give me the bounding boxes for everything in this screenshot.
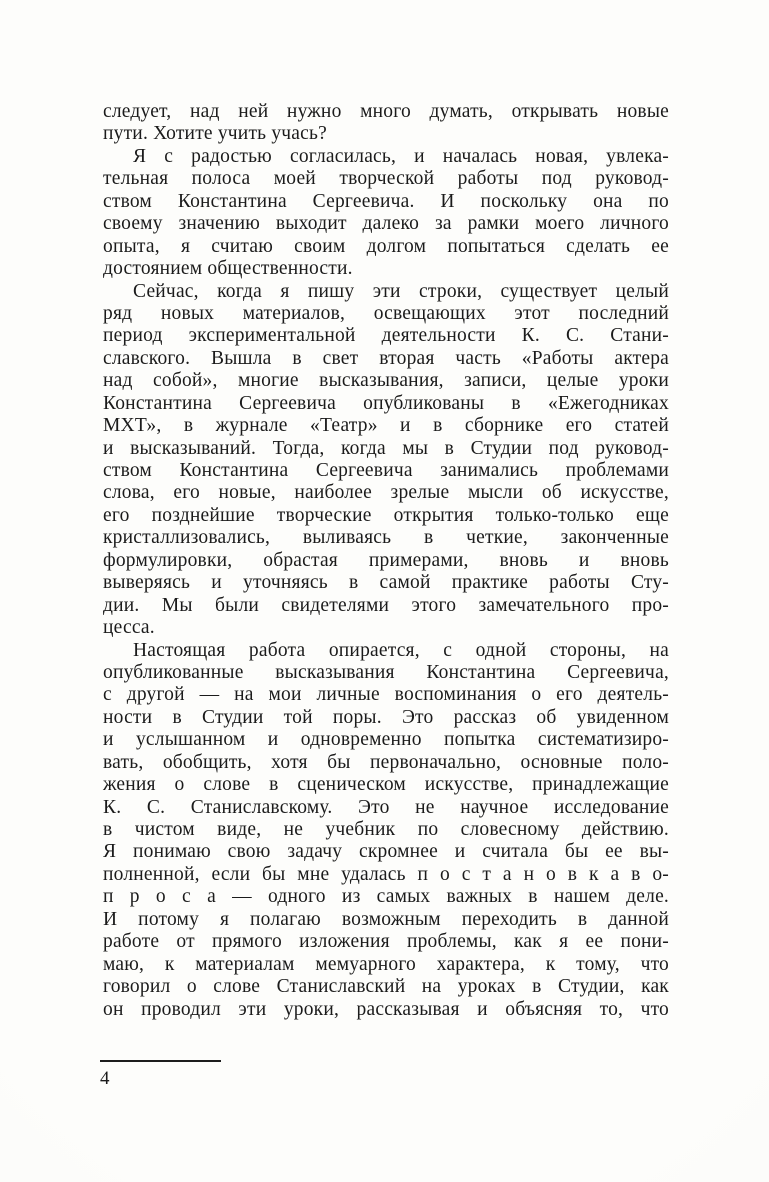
text-line: ством Константина Сергеевича занимались проблемами bbox=[103, 460, 669, 481]
text-line: цесса. bbox=[103, 617, 155, 639]
text-line: И потому я полагаю возможным переходить в данной bbox=[103, 908, 669, 930]
text-line: период экспериментальной деятельности К. С. Стани- bbox=[103, 325, 669, 347]
text-line: говорил о слове Станиславский на уроках в Студии, как bbox=[103, 976, 669, 998]
text-line: ством Константина Сергеевича. И поскольку она по bbox=[103, 190, 669, 212]
text-line: К. С. Станиславскому. Это не научное исследование bbox=[103, 796, 669, 818]
text-line: следует, над ней нужно много думать, открывать новые bbox=[103, 101, 669, 122]
text-line: работе от прямого изложения проблемы, как я ее пони- bbox=[103, 931, 669, 953]
text-line: славского. Вышла в свет вторая часть «Работы актера bbox=[103, 347, 669, 369]
text-line: формулировки, обрастая примерами, вновь и вновь bbox=[103, 549, 669, 571]
text-line: МХТ», в журнале «Театр» и в сборнике его статей bbox=[103, 415, 669, 437]
footnote-rule bbox=[100, 1060, 221, 1062]
text-line: тельная полоса моей творческой работы под руковод- bbox=[103, 168, 669, 190]
text-line: вать, обобщить, хотя бы первоначально, основные поло- bbox=[103, 751, 669, 773]
text-line: он проводил эти уроки, рассказывая и объясняя то, что bbox=[103, 998, 669, 1020]
text-line: Константина Сергеевича опубликованы в «Ежегодниках bbox=[103, 392, 669, 414]
text-line: Настоящая работа опирается, с одной стороны, на bbox=[133, 639, 669, 661]
text-line: с другой — на мои личные воспоминания о его деятель- bbox=[103, 684, 669, 706]
text-line: пути. Хотите учить учась? bbox=[103, 123, 327, 145]
text-line: п р о с а — одного из самых важных в нашем деле. bbox=[103, 886, 669, 908]
text-line: своему значению выходит далеко за рамки моего личного bbox=[103, 213, 669, 235]
text-line: Сейчас, когда я пишу эти строки, существует целый bbox=[133, 280, 669, 302]
text-line: выверяясь и уточняясь в самой практике работы Сту- bbox=[103, 572, 669, 594]
text-line: и услышанном и одновременно попытка систематизиро- bbox=[103, 729, 669, 751]
text-line: его позднейшие творческие открытия только-только еще bbox=[103, 504, 669, 526]
text-line: в чистом виде, не учебник по словесному действию. bbox=[103, 819, 669, 840]
text-line: Я с радостью согласилась, и началась новая, увлека- bbox=[133, 145, 669, 167]
text-line: жения о слове в сценическом искусстве, принадлежащие bbox=[103, 774, 669, 796]
text-line: полненной, если бы мне удалась п о с т а н о в к а в о- bbox=[103, 863, 669, 885]
text-line: маю, к материалам мемуарного характера, к тому, что bbox=[103, 953, 669, 975]
text-line: над собой», многие высказывания, записи, целые уроки bbox=[103, 370, 669, 392]
text-line: кристаллизовались, выливаясь в четкие, законченные bbox=[103, 527, 669, 549]
body-text bbox=[103, 101, 669, 1021]
text-line: Я понимаю свою задачу скромнее и считала бы ее вы- bbox=[103, 841, 669, 863]
page-number: 4 bbox=[100, 1068, 110, 1089]
text-line: ности в Студии той поры. Это рассказ об увиденном bbox=[103, 706, 669, 728]
text-line: ряд новых материалов, освещающих этот последний bbox=[103, 302, 669, 324]
text-line: слова, его новые, наиболее зрелые мысли об искусстве, bbox=[103, 482, 669, 504]
text-line: и высказываний. Тогда, когда мы в Студии под руковод- bbox=[103, 437, 669, 459]
text-line: опыта, я считаю своим долгом попытаться сделать ее bbox=[103, 235, 669, 257]
text-line: достоянием общественности. bbox=[103, 258, 353, 280]
text-line: опубликованные высказывания Константина Сергеевича, bbox=[103, 661, 669, 683]
text-line: дии. Мы были свидетелями этого замечательного про- bbox=[103, 594, 669, 616]
